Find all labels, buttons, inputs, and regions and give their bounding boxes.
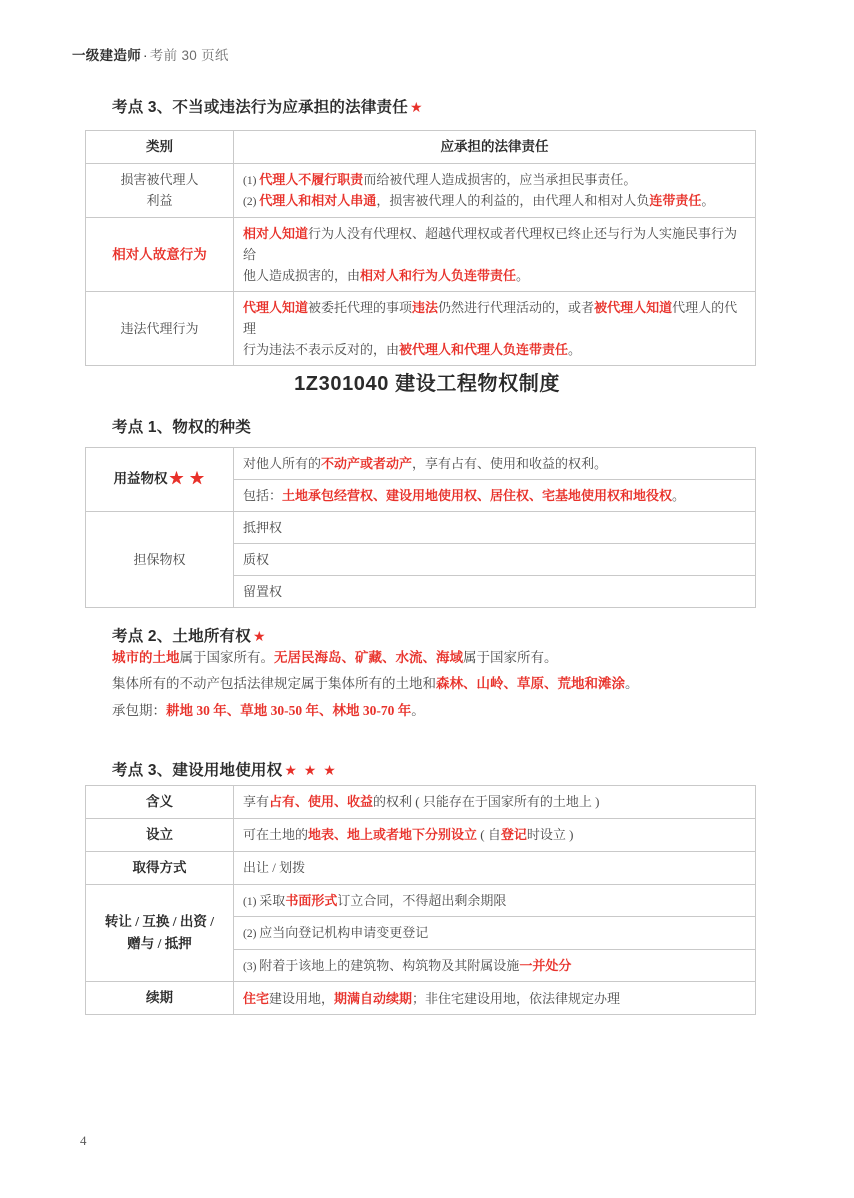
text-fragment: 书面形式	[285, 892, 338, 908]
text-fragment: 城市的土地	[112, 650, 180, 665]
paragraph-line	[112, 671, 772, 697]
text-fragment: 不动产或者动产	[321, 456, 413, 471]
table-construction-land-use-right	[85, 785, 756, 1015]
page-number: 4	[80, 1133, 87, 1148]
table-row	[86, 818, 756, 851]
list-number: (2)	[243, 928, 260, 941]
list-number: (2)	[243, 196, 260, 209]
text-fragment: 住宅	[243, 990, 270, 1006]
section-heading-text: 考点 3、建设用地使用权	[112, 762, 283, 779]
text-fragment: 代理人和相对人串通	[259, 193, 377, 209]
text-fragment: 的权利 ( 只能存在于国家所有的土地上 )	[373, 794, 600, 810]
text-fragment: 一并处分	[519, 957, 572, 973]
table-legal-liability	[85, 130, 756, 366]
row-body-meaning	[234, 786, 756, 819]
row-body-transfer-item-3	[234, 949, 756, 982]
section-heading-kaodian-1-property-types	[112, 415, 253, 437]
difficulty-stars: ★ ★	[169, 471, 206, 487]
table-row	[86, 512, 756, 544]
table-row	[86, 163, 756, 217]
paragraph-line	[112, 698, 772, 724]
text-fragment: 仍然进行代理活动的，或者	[438, 300, 595, 316]
text-fragment: 而给被代理人造成损害的，应当承担民事责任。	[363, 171, 637, 187]
text-fragment: 代理人不履行职责	[259, 171, 364, 187]
row-body-usufruct-definition	[234, 448, 756, 480]
row-label-counterparty-intentional: 相对人故意行为	[86, 218, 234, 292]
row-label-transfer-exchange-contribute	[86, 884, 234, 982]
list-number: (1)	[243, 895, 260, 908]
text-fragment: 土地承包经营权、建设用地使用权、居住权、宅基地使用权和地役权	[282, 488, 673, 504]
row-body-damage-principal	[234, 163, 756, 217]
running-header-strong: 一级建造师	[72, 48, 141, 63]
text-fragment: 。	[516, 268, 530, 284]
difficulty-stars	[251, 419, 253, 435]
body-line	[243, 169, 746, 191]
text-fragment: 属于国家所有。	[463, 650, 558, 665]
text-fragment: ，享有占有、使用和收益的权利。	[412, 456, 608, 471]
row-label-line-1: 转让 / 互换 / 出资 /	[104, 914, 215, 930]
text-fragment: 被代理人知道	[594, 300, 673, 316]
table-row	[86, 218, 756, 292]
section-heading-kaodian-2-land-ownership	[112, 624, 267, 646]
row-label-usufructuary-right	[86, 448, 234, 512]
text-fragment: 。	[672, 488, 686, 504]
row-label-meaning: 含义	[86, 786, 234, 819]
row-label-line-2: 利益	[146, 193, 173, 209]
column-header-liability: 应承担的法律责任	[234, 131, 756, 164]
row-label-establishment: 设立	[86, 818, 234, 851]
row-label-security-right: 担保物权	[86, 512, 234, 608]
text-fragment: 采取	[259, 892, 286, 908]
text-fragment: 无居民海岛、矿藏、水流、海域	[274, 650, 463, 665]
row-label-line-2: 赠与 / 抵押	[127, 936, 192, 952]
row-body-counterparty-intentional	[234, 218, 756, 292]
row-label-text: 用益物权	[113, 470, 168, 486]
text-fragment: 集体所有的不动产包括法律规定属于集体所有的土地和	[112, 676, 436, 692]
text-fragment: 应当向登记机构申请变更登记	[259, 925, 429, 941]
table-row	[86, 982, 756, 1015]
section-heading-kaodian-3-construction-land-use-right	[112, 758, 337, 780]
paragraph-line	[112, 645, 772, 671]
text-fragment: 期满自动续期	[334, 990, 413, 1006]
text-fragment: ；非住宅建设用地，依法律规定办理	[412, 990, 621, 1006]
table-row	[86, 884, 756, 917]
text-fragment: ( 自	[477, 827, 501, 843]
text-fragment: 。	[411, 702, 425, 718]
running-header-dot: ·	[143, 48, 148, 63]
text-fragment: 包括：	[243, 488, 283, 504]
text-fragment: 行为人没有代理权、超越代理权或者代理权已终止还与行为人实施民事行为给	[243, 226, 738, 263]
difficulty-stars: ★	[409, 99, 424, 115]
text-fragment: 。	[625, 676, 639, 692]
row-body-usufruct-includes	[234, 480, 756, 512]
text-fragment: 订立合同，不得超出剩余期限	[337, 892, 507, 908]
text-fragment: 代理人的代理	[243, 300, 738, 337]
text-fragment: 附着于该地上的建筑物、构筑物及其附属设施	[259, 957, 520, 973]
text-fragment: 耕地 30 年、草地 30-50 年、林地 30-70 年	[166, 702, 412, 718]
section-heading-text: 考点 3、不当或违法行为应承担的法律责任	[112, 99, 408, 116]
difficulty-stars: ★ ★ ★	[284, 762, 338, 778]
row-body-lien: 留置权	[234, 576, 756, 608]
text-fragment: 被委托代理的事项	[308, 300, 413, 316]
section-heading-kaodian-3-legal-liability	[112, 95, 424, 117]
text-fragment: 建设用地，	[269, 990, 335, 1006]
list-number: (1)	[243, 174, 260, 187]
text-fragment: 属于国家所有。	[179, 650, 274, 665]
text-fragment: 承包期：	[112, 702, 166, 718]
row-body-pledge: 质权	[234, 544, 756, 576]
row-body-transfer-item-1	[234, 884, 756, 917]
row-label-damage-principal	[86, 163, 234, 217]
text-fragment: 被代理人和代理人负连带责任	[399, 342, 569, 358]
row-body-transfer-item-2	[234, 917, 756, 950]
text-fragment: 相对人知道	[243, 226, 309, 242]
row-label-acquisition-method: 取得方式	[86, 851, 234, 884]
table-row-header	[86, 131, 756, 164]
section-heading-text: 考点 1、物权的种类	[112, 419, 251, 436]
list-number: (3)	[243, 960, 260, 973]
text-fragment: 。	[568, 342, 582, 358]
text-fragment: 可在土地的	[243, 827, 309, 843]
body-line	[243, 297, 746, 339]
text-fragment: 享有	[243, 794, 270, 810]
text-fragment: 登记	[500, 827, 527, 843]
row-body-mortgage: 抵押权	[234, 512, 756, 544]
text-fragment: 地表、地上或者地下分别设立	[308, 827, 478, 843]
chapter-title: 1Z301040 建设工程物权制度	[294, 373, 560, 395]
text-fragment: 连带责任	[649, 193, 702, 209]
row-body-establishment	[234, 818, 756, 851]
text-fragment: 代理人知道	[243, 300, 309, 316]
row-body-acquisition-method: 出让 / 划拨	[234, 851, 756, 884]
row-label-renewal: 续期	[86, 982, 234, 1015]
row-label-illegal-agency: 违法代理行为	[86, 292, 234, 366]
table-row	[86, 786, 756, 819]
section-heading-text: 考点 2、土地所有权	[112, 628, 251, 645]
text-fragment: 违法	[412, 300, 439, 316]
text-fragment: 时设立 )	[526, 827, 574, 843]
body-line	[243, 190, 746, 212]
text-fragment: 。	[701, 193, 715, 209]
row-body-illegal-agency	[234, 292, 756, 366]
difficulty-stars: ★	[252, 628, 267, 644]
table-property-types	[85, 447, 756, 608]
body-line	[243, 265, 746, 286]
text-fragment: 他人造成损害的，由	[243, 268, 361, 284]
text-fragment: 占有、使用、收益	[269, 794, 374, 810]
text-fragment: 相对人和行为人负连带责任	[360, 268, 517, 284]
body-line	[243, 339, 746, 360]
text-fragment: 行为违法不表示反对的，由	[243, 342, 400, 358]
column-header-category: 类别	[86, 131, 234, 164]
table-row	[86, 448, 756, 480]
paragraph-block-land-ownership	[112, 645, 772, 724]
body-line	[243, 223, 746, 265]
running-header	[72, 44, 229, 64]
row-body-renewal	[234, 982, 756, 1015]
table-row	[86, 292, 756, 366]
text-fragment: 对他人所有的	[243, 456, 322, 471]
text-fragment: 森林、山岭、草原、荒地和滩涂	[436, 676, 625, 692]
table-row	[86, 851, 756, 884]
row-label-line-1: 损害被代理人	[120, 172, 199, 188]
running-header-rest: 考前 30 页纸	[149, 48, 229, 63]
text-fragment: ，损害被代理人的利益的，由代理人和相对人负	[376, 193, 650, 209]
